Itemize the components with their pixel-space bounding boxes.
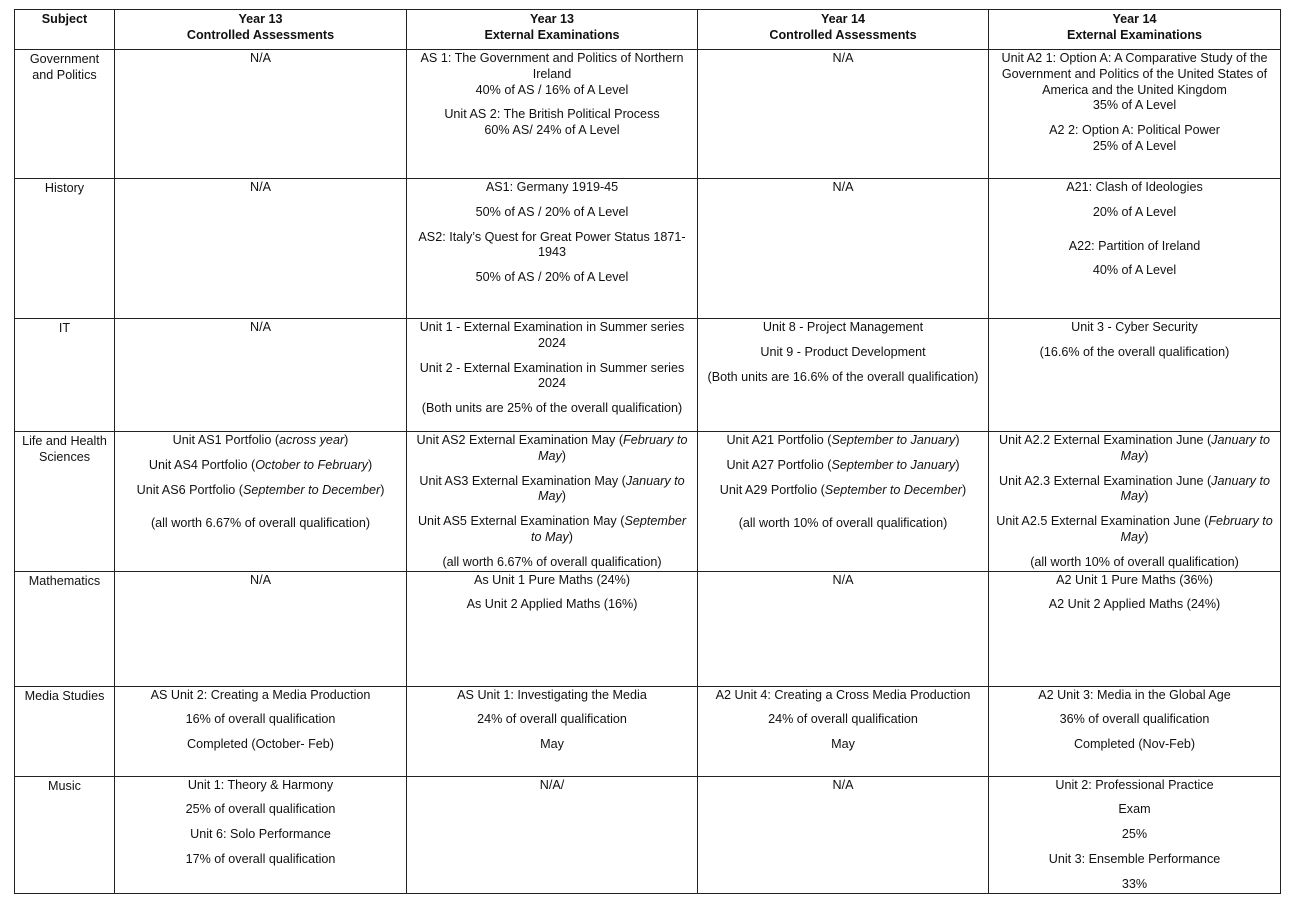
assessment-table — [14, 9, 1281, 894]
subject-cell: Mathematics — [15, 571, 115, 686]
y14-external-cell: A2 Unit 1 Pure Maths (36%) A2 Unit 2 Applied Maths (24%) — [989, 571, 1281, 686]
y13-external-cell: As Unit 1 Pure Maths (24%) As Unit 2 Applied Maths (16%) — [407, 571, 698, 686]
y13-controlled-cell: Unit 1: Theory & Harmony 25% of overall qualification Unit 6: Solo Performance 17% of overall qualification — [115, 776, 407, 893]
subject-cell: Life and Health Sciences — [15, 432, 115, 572]
y13-external-cell: AS1: Germany 1919-45 50% of AS / 20% of A Level AS2: Italy’s Quest for Great Power Status 1871-1943 50% of AS / 20% of A Level — [407, 179, 698, 319]
header-y14-controlled: Year 14 Controlled Assessments — [698, 10, 989, 50]
y13-external-cell: Unit 1 - External Examination in Summer series 2024 Unit 2 - External Examination in Summer series 2024 (Both units are 25% of the overall qualification) — [407, 319, 698, 432]
y13-controlled-cell: Unit AS1 Portfolio (across year) Unit AS4 Portfolio (October to February) Unit AS6 Portfolio (September to December) (all worth 6.67% of overall qualification) — [115, 432, 407, 572]
y13-controlled-cell: N/A — [115, 179, 407, 319]
y14-controlled-cell: N/A — [698, 50, 989, 179]
y13-controlled-cell: AS Unit 2: Creating a Media Production 16% of overall qualification Completed (October- Feb) — [115, 686, 407, 776]
y13-external-cell: AS 1: The Government and Politics of Northern Ireland 40% of AS / 16% of A Level Unit AS 2: The British Political Process 60% AS/ 24% of A Level — [407, 50, 698, 179]
table-row — [15, 50, 1281, 179]
y14-controlled-cell: Unit A21 Portfolio (September to January) Unit A27 Portfolio (September to January) Unit A29 Portfolio (September to December) (all worth 10% of overall qualification) — [698, 432, 989, 572]
subject-cell: Government and Politics — [15, 50, 115, 179]
y13-controlled-cell: N/A — [115, 319, 407, 432]
y14-external-cell: Unit A2 1: Option A: A Comparative Study of the Government and Politics of the United States of America and the United Kingdom 35% of A Level A2 2: Option A: Political Power 25% of A Level — [989, 50, 1281, 179]
y14-external-cell: Unit A2.2 External Examination June (January to May) Unit A2.3 External Examination June (January to May) Unit A2.5 External Examination June (February to May) (all worth 10% of overall qualification) — [989, 432, 1281, 572]
subject-cell: Media Studies — [15, 686, 115, 776]
y13-external-cell: Unit AS2 External Examination May (February to May) Unit AS3 External Examination May (January to May) Unit AS5 External Examination May (September to May) (all worth 6.67% of overall qualification) — [407, 432, 698, 572]
header-y13-external: Year 13 External Examinations — [407, 10, 698, 50]
y14-external-cell: Unit 2: Professional Practice Exam 25% Unit 3: Ensemble Performance 33% — [989, 776, 1281, 893]
subject-cell: IT — [15, 319, 115, 432]
table-row — [15, 432, 1281, 572]
table-row — [15, 776, 1281, 893]
y14-external-cell: Unit 3 - Cyber Security (16.6% of the overall qualification) — [989, 319, 1281, 432]
y14-controlled-cell: A2 Unit 4: Creating a Cross Media Production 24% of overall qualification May — [698, 686, 989, 776]
subject-cell: History — [15, 179, 115, 319]
table-row — [15, 571, 1281, 686]
y13-external-cell: AS Unit 1: Investigating the Media 24% of overall qualification May — [407, 686, 698, 776]
subject-cell: Music — [15, 776, 115, 893]
y14-controlled-cell: N/A — [698, 776, 989, 893]
y13-controlled-cell: N/A — [115, 571, 407, 686]
y13-controlled-cell: N/A — [115, 50, 407, 179]
y14-external-cell: A2 Unit 3: Media in the Global Age 36% of overall qualification Completed (Nov-Feb) — [989, 686, 1281, 776]
header-subject: Subject — [15, 10, 115, 50]
y14-controlled-cell: Unit 8 - Project Management Unit 9 - Product Development (Both units are 16.6% of the overall qualification) — [698, 319, 989, 432]
table-row — [15, 319, 1281, 432]
table-row — [15, 179, 1281, 319]
header-row — [15, 10, 1281, 50]
y14-controlled-cell: N/A — [698, 179, 989, 319]
y14-controlled-cell: N/A — [698, 571, 989, 686]
header-y14-external: Year 14 External Examinations — [989, 10, 1281, 50]
y14-external-cell: A21: Clash of Ideologies 20% of A Level A22: Partition of Ireland 40% of A Level — [989, 179, 1281, 319]
header-y13-controlled: Year 13 Controlled Assessments — [115, 10, 407, 50]
y13-external-cell: N/A/ — [407, 776, 698, 893]
table-row — [15, 686, 1281, 776]
